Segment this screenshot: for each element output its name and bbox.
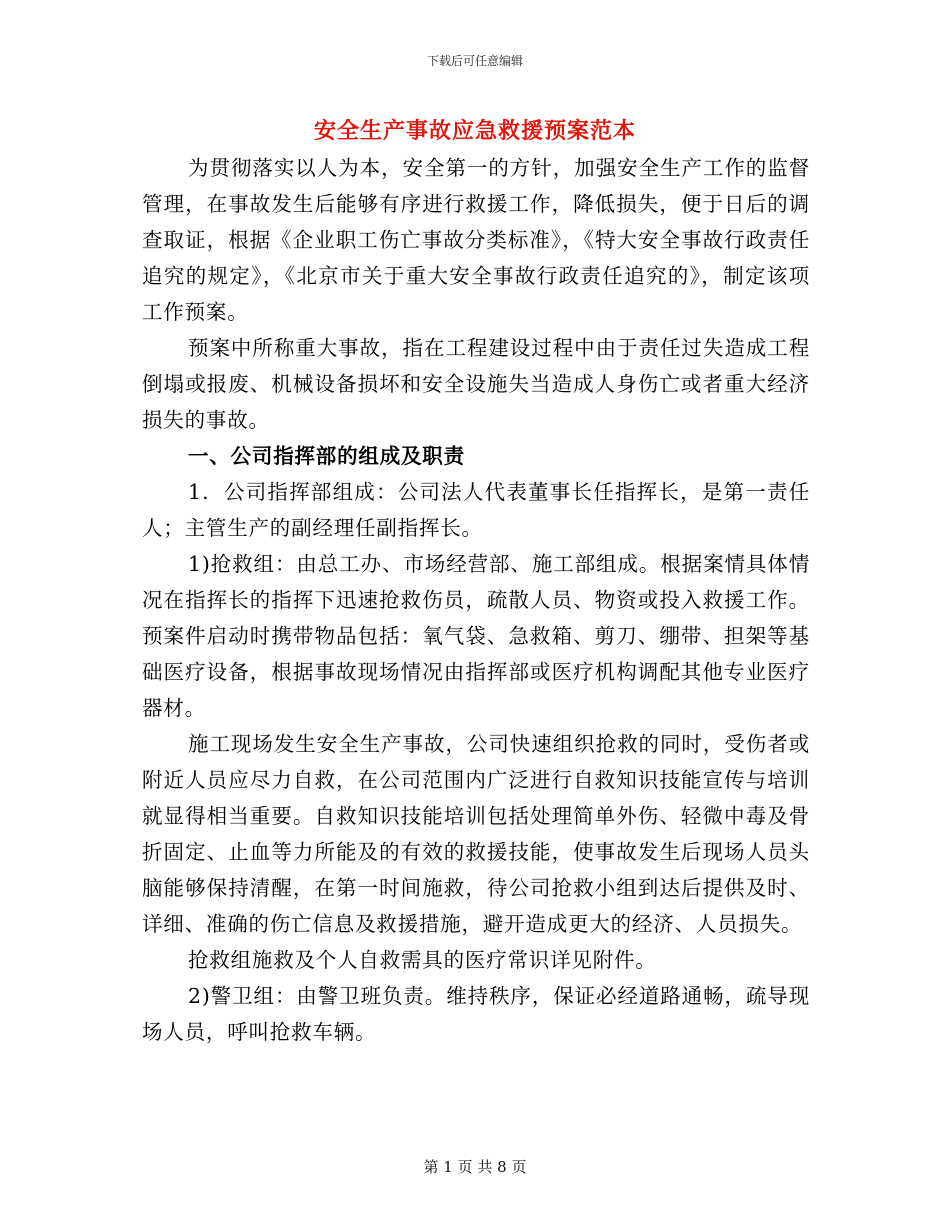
paragraph-definition: 预案中所称重大事故，指在工程建设过程中由于责任过失造成工程倒塌或报废、机械设备损坏和安全设施失当造成人身伤亡或者重大经济损失的事故。 [142, 336, 810, 432]
document-title: 安全生产事故应急救援预案范本 [313, 118, 636, 144]
paragraph-command-composition: 1．公司指挥部组成：公司法人代表董事长任指挥长，是第一责任人；主管生产的副经理任副指挥长。 [142, 480, 810, 540]
paragraph-self-rescue: 施工现场发生安全生产事故，公司快速组织抢救的同时，受伤者或附近人员应尽力自救，在公司范围内广泛进行自救知识技能宣传与培训就显得相当重要。自救知识技能培训包括处理简单外伤、轻微中毒及骨折固定、止血等力所能及的有效的救援技能，使事故发生后现场人员头脑能够保持清醒，在第一时间施救，待公司抢救小组到达后提供及时、详细、准确的伤亡信息及救援措施，避开造成更大的经济、人员损失。 [142, 732, 810, 936]
section-heading-1: 一、公司指挥部的组成及职责 [188, 444, 465, 468]
page-footer: 第 1 页 共 8 页 [423, 1158, 527, 1176]
paragraph-intro: 为贯彻落实以人为本，安全第一的方针，加强安全生产工作的监督管理，在事故发生后能够有序进行救援工作，降低损失，便于日后的调查取证，根据《企业职工伤亡事故分类标准》，《特大安全事故行政责任追究的规定》，《北京市关于重大安全事故行政责任追究的》，制定该项工作预案。 [142, 156, 810, 324]
paragraph-rescue-group: 1)抢救组：由总工办、市场经营部、施工部组成。根据案情具体情况在指挥长的指挥下迅速抢救伤员，疏散人员、物资或投入救援工作。预案件启动时携带物品包括：氧气袋、急救箱、剪刀、绷带、担架等基础医疗设备，根据事故现场情况由指挥部或医疗机构调配其他专业医疗器材。 [142, 552, 810, 720]
paragraph-guard-group: 2)警卫组：由警卫班负责。维持秩序，保证必经道路通畅，疏导现场人员，呼叫抢救车辆。 [142, 984, 810, 1044]
document-body [142, 150, 810, 1050]
page-header: 下载后可任意编辑 [426, 54, 523, 68]
paragraph-medical-appendix: 抢救组施救及个人自救需具的医疗常识详见附件。 [188, 948, 657, 972]
